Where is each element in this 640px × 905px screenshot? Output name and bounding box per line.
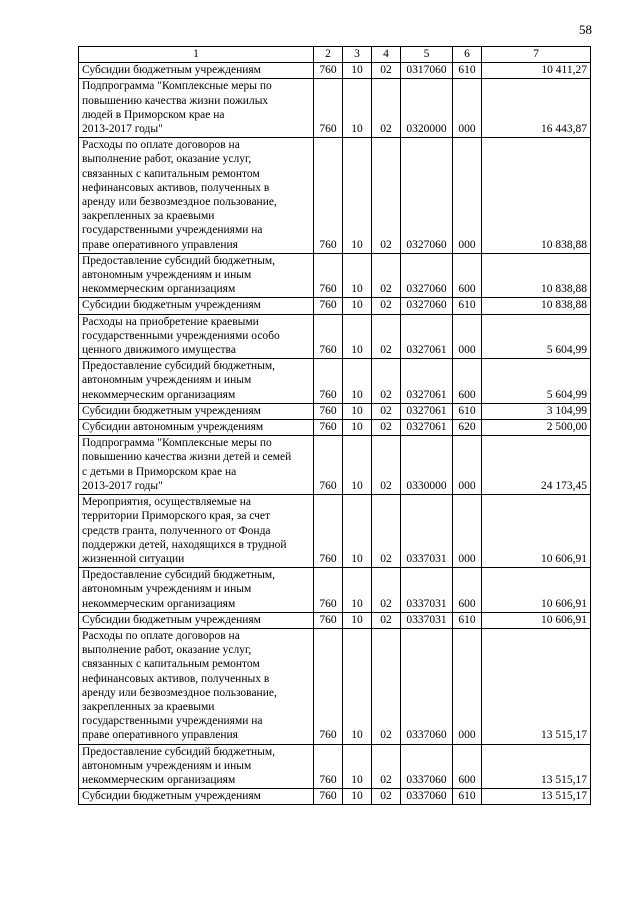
col-3-cell: 10	[343, 63, 372, 79]
item-name-line: Расходы на приобретение краевыми	[82, 315, 259, 328]
table-row	[79, 420, 591, 436]
item-name-cell	[79, 568, 314, 613]
item-name-line: Субсидии бюджетным учреждениям	[82, 404, 261, 417]
table-row	[79, 628, 591, 744]
item-name-line: праве оперативного управления	[82, 238, 238, 251]
item-name-line: государственными учреждениями на	[82, 224, 263, 237]
item-name-line: средств гранта, полученного от Фонда	[82, 524, 271, 537]
col-3-cell: 10	[343, 314, 372, 359]
col-5-cell: 0327061	[401, 359, 453, 404]
col-5-cell: 0337031	[401, 612, 453, 628]
item-name-line: государственными учреждениями особо	[82, 329, 280, 342]
item-name-cell	[79, 298, 314, 314]
item-name-line: Подпрограмма "Комплексные меры по	[82, 437, 272, 450]
col-5-cell: 0337060	[401, 744, 453, 789]
item-name-cell	[79, 628, 314, 744]
amount-cell: 13 515,17	[482, 744, 591, 789]
item-name-line: поддержки детей, находящихся в трудной	[82, 538, 287, 551]
item-name-cell	[79, 314, 314, 359]
item-name-line: нефинансовых активов, полученных в	[82, 181, 270, 194]
col-4-cell: 02	[372, 789, 401, 805]
item-name-line: праве оперативного управления	[82, 729, 238, 742]
col-2-cell: 760	[314, 495, 343, 568]
col-2-cell: 760	[314, 314, 343, 359]
col-6-cell: 000	[453, 628, 482, 744]
item-name-line: 2013-2017 годы"	[82, 123, 163, 136]
col-2-cell: 760	[314, 63, 343, 79]
item-name-cell	[79, 495, 314, 568]
col-5-cell: 0327061	[401, 314, 453, 359]
item-name-line: Расходы по оплате договоров на	[82, 629, 240, 642]
col-6-cell: 610	[453, 63, 482, 79]
col-6-cell: 600	[453, 253, 482, 298]
table-row	[79, 495, 591, 568]
col-5-cell: 0330000	[401, 436, 453, 495]
table-row	[79, 789, 591, 805]
item-name-line: аренду или безвозмездное пользование,	[82, 686, 277, 699]
col-6-cell: 620	[453, 420, 482, 436]
col-6-cell: 600	[453, 568, 482, 613]
item-name-line: автономным учреждениям и иным	[82, 583, 252, 596]
amount-cell: 16 443,87	[482, 79, 591, 138]
item-name-line: выполнение работ, оказание услуг,	[82, 644, 252, 657]
col-2-cell: 760	[314, 253, 343, 298]
amount-cell: 10 606,91	[482, 495, 591, 568]
item-name-cell	[79, 403, 314, 419]
item-name-line: закрепленных за краевыми	[82, 700, 215, 713]
col-5-cell: 0327060	[401, 138, 453, 254]
table-row	[79, 436, 591, 495]
item-name-line: повышению качества жизни детей и семей	[82, 451, 292, 464]
header-cell: 4	[372, 47, 401, 63]
table-row	[79, 298, 591, 314]
col-2-cell: 760	[314, 138, 343, 254]
col-6-cell: 600	[453, 744, 482, 789]
item-name-cell	[79, 63, 314, 79]
table-row	[79, 138, 591, 254]
item-name-line: Субсидии бюджетным учреждениям	[82, 299, 261, 312]
col-3-cell: 10	[343, 495, 372, 568]
item-name-line: выполнение работ, оказание услуг,	[82, 153, 252, 166]
header-cell: 6	[453, 47, 482, 63]
item-name-line: государственными учреждениями на	[82, 715, 263, 728]
item-name-cell	[79, 420, 314, 436]
item-name-line: Предоставление субсидий бюджетным,	[82, 745, 276, 758]
item-name-line: Предоставление субсидий бюджетным,	[82, 254, 276, 267]
header-row	[79, 47, 591, 63]
col-6-cell: 610	[453, 789, 482, 805]
item-name-line: Субсидии бюджетным учреждениям	[82, 790, 261, 803]
header-cell: 5	[401, 47, 453, 63]
item-name-line: некоммерческим организациям	[82, 597, 236, 610]
col-3-cell: 10	[343, 612, 372, 628]
col-4-cell: 02	[372, 138, 401, 254]
col-3-cell: 10	[343, 138, 372, 254]
col-6-cell: 000	[453, 138, 482, 254]
header-cell: 2	[314, 47, 343, 63]
amount-cell: 10 838,88	[482, 138, 591, 254]
col-3-cell: 10	[343, 403, 372, 419]
col-5-cell: 0327061	[401, 403, 453, 419]
col-2-cell: 760	[314, 79, 343, 138]
col-4-cell: 02	[372, 568, 401, 613]
col-6-cell: 610	[453, 403, 482, 419]
col-4-cell: 02	[372, 436, 401, 495]
item-name-line: связанных с капитальным ремонтом	[82, 658, 260, 671]
table-row	[79, 253, 591, 298]
item-name-cell	[79, 253, 314, 298]
item-name-cell	[79, 612, 314, 628]
col-4-cell: 02	[372, 298, 401, 314]
table-row	[79, 359, 591, 404]
table-row	[79, 744, 591, 789]
item-name-line: Подпрограмма "Комплексные меры по	[82, 80, 272, 93]
col-2-cell: 760	[314, 420, 343, 436]
table-row	[79, 314, 591, 359]
col-4-cell: 02	[372, 359, 401, 404]
col-5-cell: 0337031	[401, 495, 453, 568]
col-4-cell: 02	[372, 314, 401, 359]
col-6-cell: 600	[453, 359, 482, 404]
amount-cell: 5 604,99	[482, 314, 591, 359]
col-4-cell: 02	[372, 253, 401, 298]
item-name-line: ценного движимого имущества	[82, 344, 236, 357]
item-name-cell	[79, 138, 314, 254]
col-6-cell: 610	[453, 612, 482, 628]
table-row	[79, 63, 591, 79]
table-row	[79, 568, 591, 613]
col-3-cell: 10	[343, 789, 372, 805]
col-4-cell: 02	[372, 628, 401, 744]
col-5-cell: 0327061	[401, 420, 453, 436]
item-name-line: людей в Приморском крае на	[82, 108, 225, 121]
col-2-cell: 760	[314, 628, 343, 744]
item-name-cell	[79, 436, 314, 495]
col-4-cell: 02	[372, 403, 401, 419]
col-6-cell: 000	[453, 436, 482, 495]
item-name-line: закрепленных за краевыми	[82, 210, 215, 223]
col-2-cell: 760	[314, 612, 343, 628]
item-name-line: нефинансовых активов, полученных в	[82, 672, 270, 685]
item-name-line: с детьми в Приморском крае на	[82, 465, 237, 478]
item-name-cell	[79, 79, 314, 138]
table-row	[79, 79, 591, 138]
item-name-cell	[79, 744, 314, 789]
item-name-line: автономным учреждениям и иным	[82, 374, 252, 387]
col-2-cell: 760	[314, 359, 343, 404]
col-4-cell: 02	[372, 63, 401, 79]
item-name-line: связанных с капитальным ремонтом	[82, 167, 260, 180]
header-cell: 7	[482, 47, 591, 63]
col-2-cell: 760	[314, 436, 343, 495]
col-4-cell: 02	[372, 744, 401, 789]
item-name-line: некоммерческим организациям	[82, 773, 236, 786]
item-name-line: Предоставление субсидий бюджетным,	[82, 569, 276, 582]
col-6-cell: 000	[453, 314, 482, 359]
col-3-cell: 10	[343, 568, 372, 613]
item-name-line: Мероприятия, осуществляемые на	[82, 496, 252, 509]
item-name-cell	[79, 789, 314, 805]
col-2-cell: 760	[314, 568, 343, 613]
col-5-cell: 0337060	[401, 789, 453, 805]
col-4-cell: 02	[372, 79, 401, 138]
col-5-cell: 0337031	[401, 568, 453, 613]
col-6-cell: 610	[453, 298, 482, 314]
item-name-line: Субсидии бюджетным учреждениям	[82, 613, 261, 626]
col-5-cell: 0327060	[401, 253, 453, 298]
col-3-cell: 10	[343, 436, 372, 495]
col-3-cell: 10	[343, 628, 372, 744]
col-3-cell: 10	[343, 420, 372, 436]
col-3-cell: 10	[343, 744, 372, 789]
item-name-line: аренду или безвозмездное пользование,	[82, 196, 277, 209]
col-6-cell: 000	[453, 79, 482, 138]
col-5-cell: 0337060	[401, 628, 453, 744]
col-3-cell: 10	[343, 298, 372, 314]
item-name-line: некоммерческим организациям	[82, 388, 236, 401]
budget-table-body	[79, 47, 591, 805]
amount-cell: 10 838,88	[482, 298, 591, 314]
item-name-line: Субсидии бюджетным учреждениям	[82, 64, 261, 77]
col-5-cell: 0320000	[401, 79, 453, 138]
item-name-line: жизненной ситуации	[82, 552, 185, 565]
item-name-line: территории Приморского края, за счет	[82, 510, 271, 523]
item-name-line: автономным учреждениям и иным	[82, 759, 252, 772]
col-3-cell: 10	[343, 359, 372, 404]
item-name-line: автономным учреждениям и иным	[82, 269, 252, 282]
amount-cell: 13 515,17	[482, 628, 591, 744]
amount-cell: 3 104,99	[482, 403, 591, 419]
amount-cell: 10 606,91	[482, 568, 591, 613]
table-row	[79, 403, 591, 419]
item-name-line: некоммерческим организациям	[82, 283, 236, 296]
amount-cell: 10 838,88	[482, 253, 591, 298]
amount-cell: 10 606,91	[482, 612, 591, 628]
col-4-cell: 02	[372, 612, 401, 628]
col-2-cell: 760	[314, 789, 343, 805]
col-6-cell: 000	[453, 495, 482, 568]
item-name-line: Расходы по оплате договоров на	[82, 139, 240, 152]
col-2-cell: 760	[314, 298, 343, 314]
col-5-cell: 0317060	[401, 63, 453, 79]
col-4-cell: 02	[372, 495, 401, 568]
col-3-cell: 10	[343, 79, 372, 138]
amount-cell: 13 515,17	[482, 789, 591, 805]
item-name-line: повышению качества жизни пожилых	[82, 94, 269, 107]
amount-cell: 10 411,27	[482, 63, 591, 79]
amount-cell: 24 173,45	[482, 436, 591, 495]
col-2-cell: 760	[314, 744, 343, 789]
item-name-line: Субсидии автономным учреждениям	[82, 421, 264, 434]
item-name-line: 2013-2017 годы"	[82, 479, 163, 492]
col-2-cell: 760	[314, 403, 343, 419]
budget-table	[78, 46, 591, 805]
item-name-line: Предоставление субсидий бюджетным,	[82, 360, 276, 373]
header-cell: 1	[79, 47, 314, 63]
table-row	[79, 612, 591, 628]
amount-cell: 5 604,99	[482, 359, 591, 404]
header-cell: 3	[343, 47, 372, 63]
item-name-cell	[79, 359, 314, 404]
page-number: 58	[579, 22, 592, 37]
col-3-cell: 10	[343, 253, 372, 298]
col-4-cell: 02	[372, 420, 401, 436]
col-5-cell: 0327060	[401, 298, 453, 314]
amount-cell: 2 500,00	[482, 420, 591, 436]
